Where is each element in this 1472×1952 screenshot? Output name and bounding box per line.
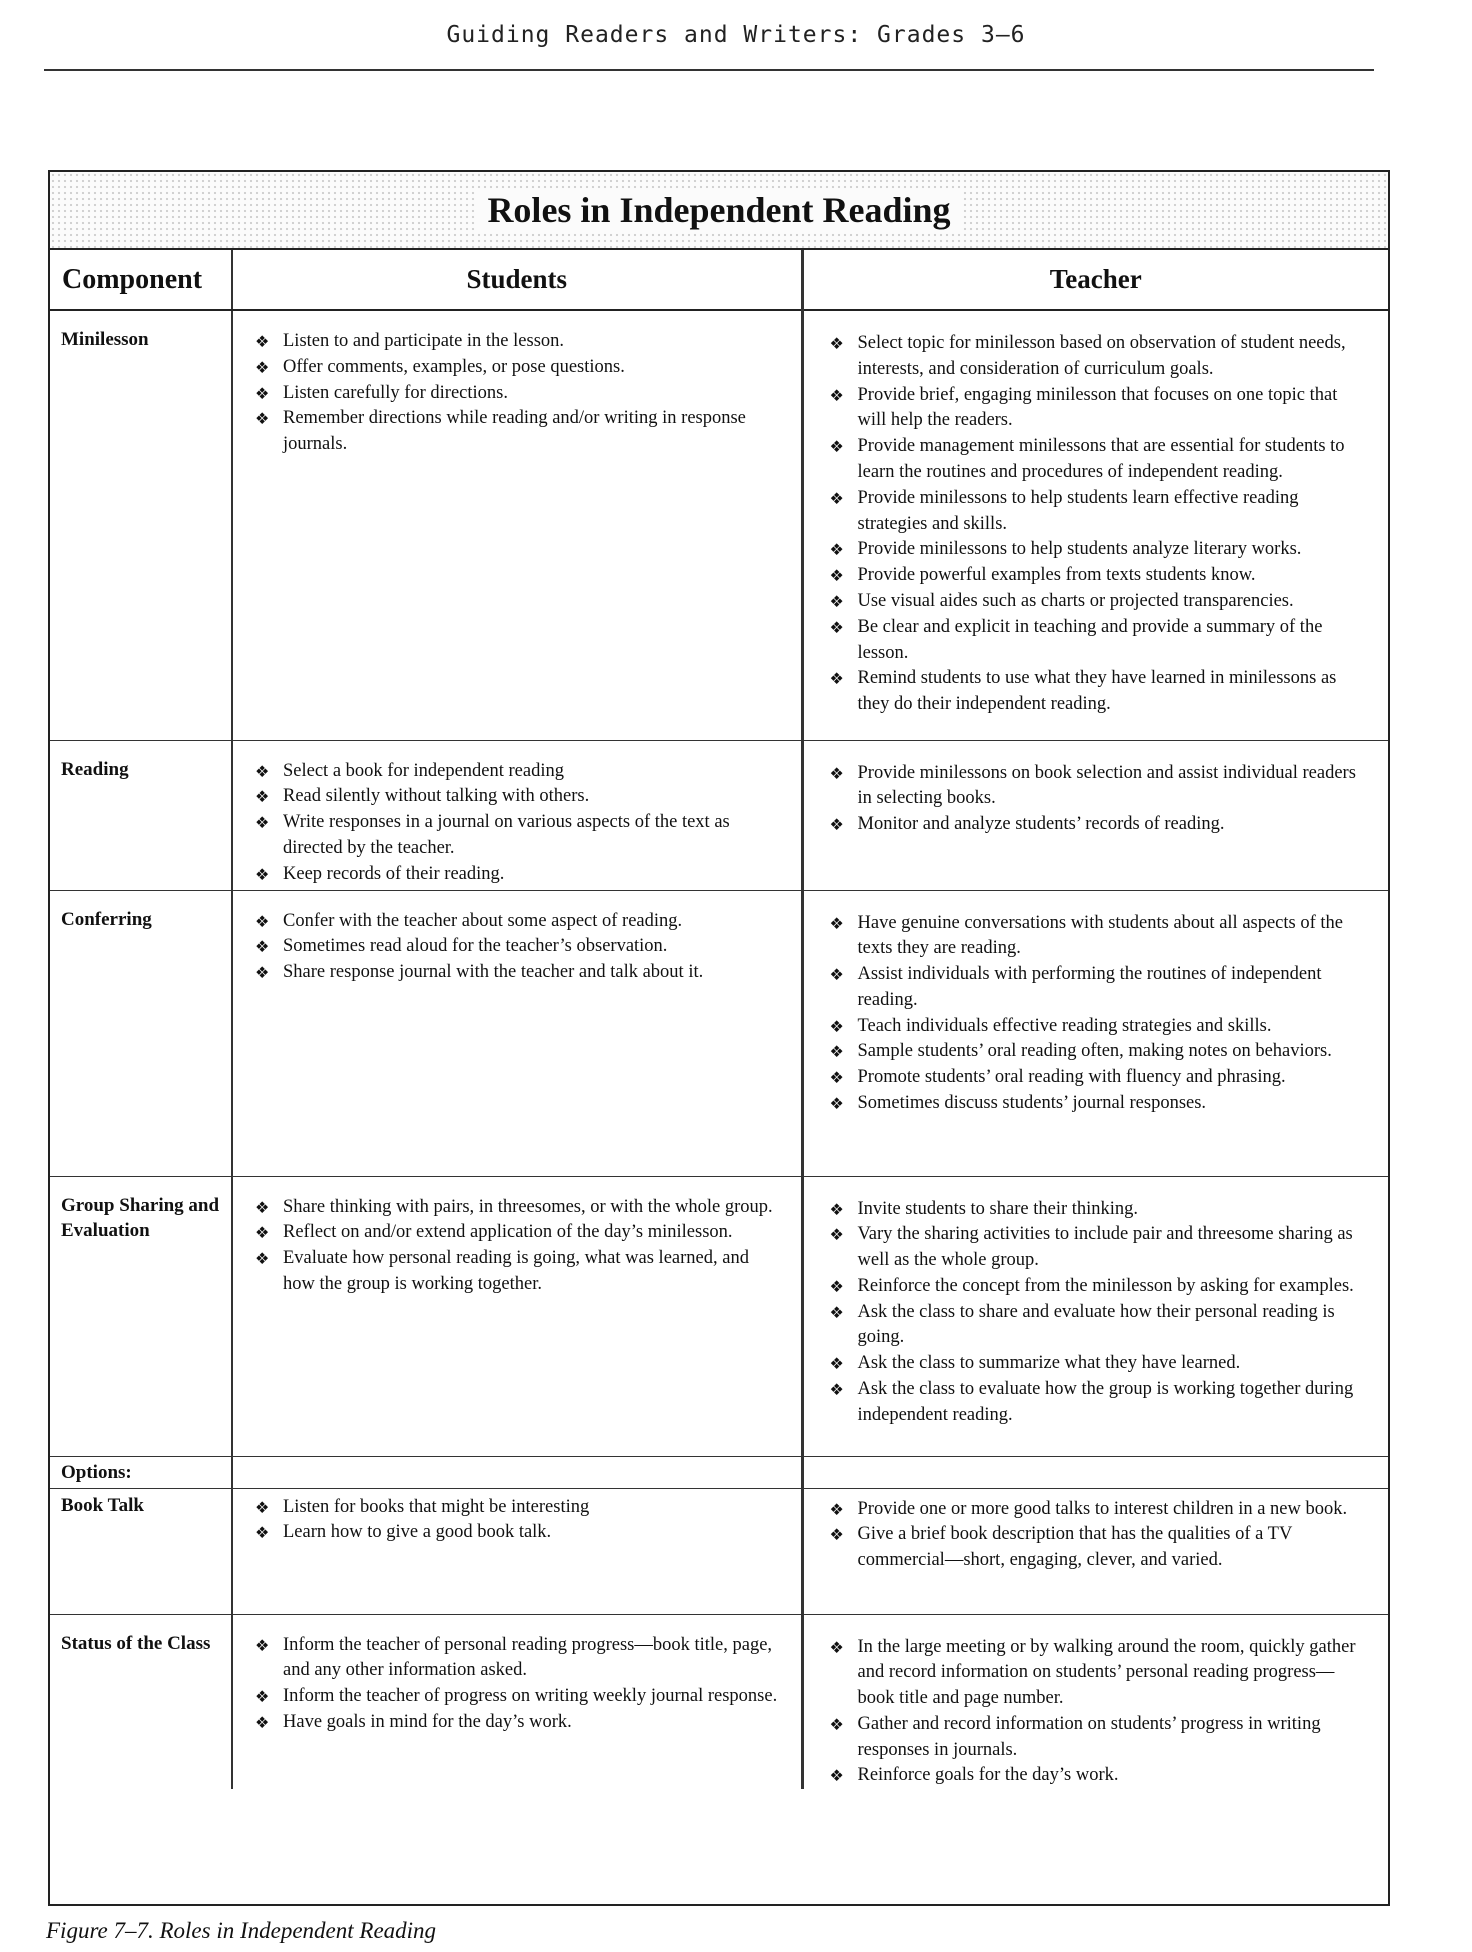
header-teacher: Teacher [802,250,1388,310]
list-item: ❖ Remember directions while reading and/or writing in response journals. [255,406,785,458]
component-cell: Options: [50,1456,232,1488]
roles-table [50,250,1388,1789]
list-item: ❖ Inform the teacher of progress on writing weekly journal response. [255,1684,785,1710]
list-item: ❖ Sometimes read aloud for the teacher’s observation. [255,934,785,960]
students-list [255,759,785,888]
list-item: ❖ Assist individuals with performing the routines of independent reading. [830,962,1367,1014]
list-item: ❖ Write responses in a journal on various aspects of the text as directed by the teacher. [255,810,785,862]
students-list [255,1633,785,1736]
list-item: ❖ Use visual aides such as charts or projected transparencies. [830,589,1367,615]
list-item: ❖ Sometimes discuss students’ journal responses. [830,1091,1367,1117]
table-row [50,1176,1388,1456]
students-cell [232,1456,802,1488]
students-cell [232,890,802,1176]
list-item: ❖ In the large meeting or by walking around the room, quickly gather and record information on students’ personal reading progress—book title and page number. [830,1635,1367,1712]
list-item: ❖ Read silently without talking with others. [255,784,785,810]
list-item: ❖ Sample students’ oral reading often, making notes on behaviors. [830,1039,1367,1065]
component-cell: Conferring [50,890,232,1176]
table-row [50,1488,1388,1614]
list-item: ❖ Learn how to give a good book talk. [255,1520,785,1546]
students-cell [232,310,802,740]
list-item: ❖ Listen to and participate in the lesson. [255,329,785,355]
list-item: ❖ Reflect on and/or extend application of the day’s minilesson. [255,1220,785,1246]
list-item: ❖ Evaluate how personal reading is going, what was learned, and how the group is working together. [255,1246,785,1298]
header-students: Students [232,250,802,310]
list-item: ❖ Confer with the teacher about some aspect of reading. [255,909,785,935]
list-item: ❖ Provide brief, engaging minilesson that focuses on one topic that will help the readers. [830,383,1367,435]
list-item: ❖ Monitor and analyze students’ records of reading. [830,812,1367,838]
teacher-cell [802,1176,1388,1456]
students-list [255,1495,785,1547]
table-title: Roles in Independent Reading [475,189,962,231]
list-item: ❖ Have genuine conversations with students about all aspects of the texts they are reading. [830,911,1367,963]
list-item: ❖ Teach individuals effective reading strategies and skills. [830,1014,1367,1040]
table-row [50,890,1388,1176]
teacher-cell [802,1488,1388,1614]
list-item: ❖ Provide minilessons to help students analyze literary works. [830,537,1367,563]
list-item: ❖ Reinforce goals for the day’s work. [830,1763,1367,1789]
header-rule [44,69,1374,71]
list-item: ❖ Ask the class to summarize what they have learned. [830,1351,1367,1377]
component-cell: Status of the Class [50,1614,232,1789]
list-item: ❖ Share thinking with pairs, in threesomes, or with the whole group. [255,1195,785,1221]
list-item: ❖ Share response journal with the teacher and talk about it. [255,960,785,986]
component-cell: Minilesson [50,310,232,740]
teacher-cell [802,890,1388,1176]
list-item: ❖ Provide management minilessons that are essential for students to learn the routines and procedures of independent reading. [830,434,1367,486]
list-item: ❖ Provide powerful examples from texts students know. [830,563,1367,589]
table-row [50,1456,1388,1488]
students-cell [232,1614,802,1789]
teacher-list [830,1497,1367,1574]
students-cell [232,1176,802,1456]
header-component: Component [50,250,232,310]
students-cell [232,740,802,890]
component-cell: Reading [50,740,232,890]
list-item: ❖ Listen carefully for directions. [255,381,785,407]
table-title-banner [50,172,1388,250]
teacher-list [830,1197,1367,1429]
table-row [50,1614,1388,1789]
students-list [255,909,785,986]
teacher-list [830,761,1367,838]
component-cell: Group Sharing and Evaluation [50,1176,232,1456]
component-cell: Book Talk [50,1488,232,1614]
list-item: ❖ Give a brief book description that has the qualities of a TV commercial—short, engaging, clever, and varied. [830,1522,1367,1574]
roles-table-frame [48,170,1390,1906]
teacher-cell [802,740,1388,890]
list-item: ❖ Ask the class to share and evaluate how their personal reading is going. [830,1300,1367,1352]
list-item: ❖ Be clear and explicit in teaching and provide a summary of the lesson. [830,615,1367,667]
table-row [50,740,1388,890]
teacher-list [830,911,1367,1117]
running-head: Guiding Readers and Writers: Grades 3–6 [446,22,1026,48]
list-item: ❖ Listen for books that might be interesting [255,1495,785,1521]
list-item: ❖ Promote students’ oral reading with fluency and phrasing. [830,1065,1367,1091]
list-item: ❖ Invite students to share their thinking. [830,1197,1367,1223]
list-item: ❖ Select a book for independent reading [255,759,785,785]
teacher-list [830,331,1367,718]
teacher-list [830,1635,1367,1790]
list-item: ❖ Offer comments, examples, or pose questions. [255,355,785,381]
list-item: ❖ Ask the class to evaluate how the group is working together during independent reading. [830,1377,1367,1429]
students-list [255,329,785,458]
teacher-cell [802,1456,1388,1488]
list-item: ❖ Inform the teacher of personal reading progress—book title, page, and any other information asked. [255,1633,785,1685]
figure-caption: Figure 7–7. Roles in Independent Reading [46,1918,437,1943]
list-item: ❖ Keep records of their reading. [255,862,785,888]
list-item: ❖ Provide one or more good talks to interest children in a new book. [830,1497,1367,1523]
table-row [50,310,1388,740]
table-header-row [50,250,1388,310]
students-list [255,1195,785,1298]
students-cell [232,1488,802,1614]
list-item: ❖ Provide minilessons to help students learn effective reading strategies and skills. [830,486,1367,538]
list-item: ❖ Reinforce the concept from the minilesson by asking for examples. [830,1274,1367,1300]
list-item: ❖ Remind students to use what they have learned in minilessons as they do their independent reading. [830,666,1367,718]
list-item: ❖ Select topic for minilesson based on observation of student needs, interests, and consideration of curriculum goals. [830,331,1367,383]
teacher-cell [802,310,1388,740]
list-item: ❖ Vary the sharing activities to include pair and threesome sharing as well as the whole group. [830,1222,1367,1274]
list-item: ❖ Have goals in mind for the day’s work. [255,1710,785,1736]
list-item: ❖ Gather and record information on students’ progress in writing responses in journals. [830,1712,1367,1764]
teacher-cell [802,1614,1388,1789]
list-item: ❖ Provide minilessons on book selection and assist individual readers in selecting books. [830,761,1367,813]
